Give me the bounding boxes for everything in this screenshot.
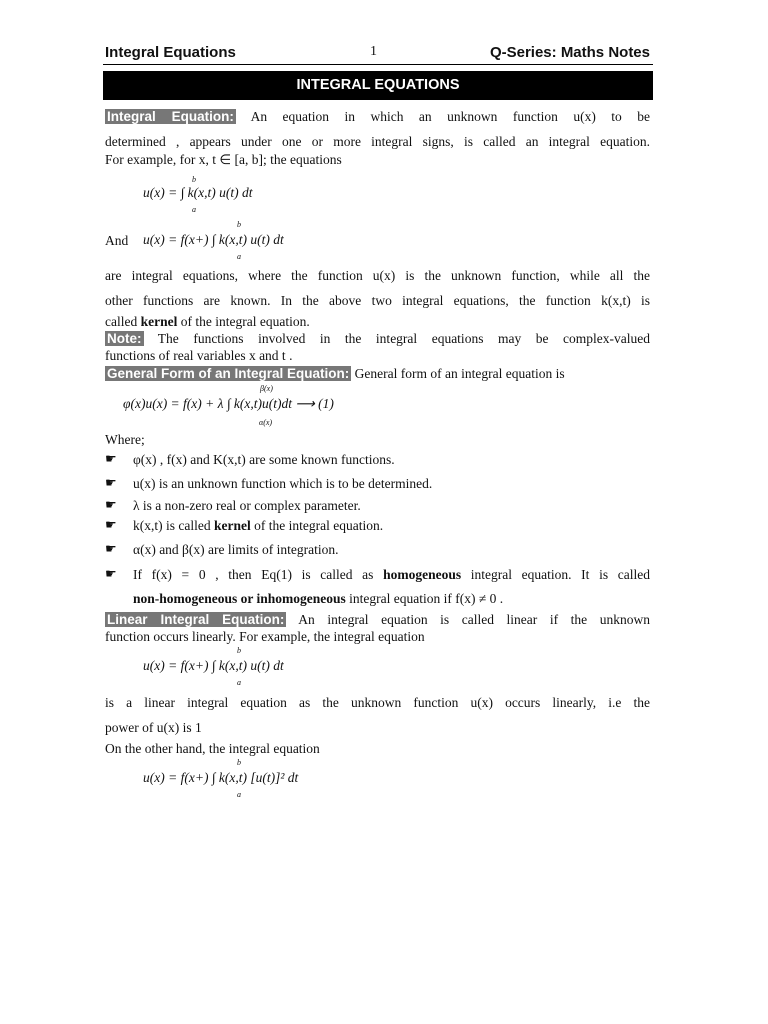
eq2-prefix: And <box>105 233 129 248</box>
linear-after-3: On the other hand, the integral equation <box>105 741 320 756</box>
page-header <box>105 44 650 64</box>
definition-line-2: determined , appears under one or more integral signs, is called an integral equation. <box>105 134 650 149</box>
header-left-title: Integral Equations <box>105 44 236 61</box>
eq1-upper-limit: b <box>192 175 196 184</box>
pointing-hand-icon: ☛ <box>105 451 117 466</box>
header-rule <box>103 64 653 65</box>
linear-eq-lower-limit: a <box>237 678 241 687</box>
linear-line-1 <box>105 611 650 628</box>
general-form-equation-text: φ(x)u(x) = f(x) + λ ∫ k(x,t)u(t)dt ⟶ (1) <box>123 396 334 411</box>
nonlinear-eq-lower-limit: a <box>237 790 241 799</box>
bullet-6-line2-post: integral equation if f(x) ≠ 0 . <box>349 591 504 606</box>
definition-line-1 <box>105 108 650 125</box>
non-homogeneous-term: non-homogeneous or inhomogeneous <box>133 591 346 606</box>
equation-1-text: u(x) = ∫ k(x,t) u(t) dt <box>143 185 253 200</box>
pointing-hand-icon: ☛ <box>105 497 117 512</box>
where-label: Where; <box>105 432 145 447</box>
homogeneous-term: homogeneous <box>383 567 462 582</box>
definition-tag: Integral Equation: <box>107 109 234 124</box>
gf-lower-limit: α(x) <box>259 418 273 427</box>
linear-eq-upper-limit: b <box>237 646 241 655</box>
bullet-6-line-2 <box>133 590 503 607</box>
bullet-1: φ(x) , f(x) and K(x,t) are some known functions. <box>133 452 395 467</box>
equation-2 <box>143 220 284 261</box>
linear-equation-text: u(x) = f(x+) ∫ k(x,t) u(t) dt <box>143 658 284 673</box>
linear-after-2: power of u(x) is 1 <box>105 720 202 735</box>
equation-2-text: u(x) = f(x+) ∫ k(x,t) u(t) dt <box>143 232 284 247</box>
eq2-upper-limit: b <box>237 220 241 229</box>
bullet-4-pre: k(x,t) is called <box>133 518 211 533</box>
bullet-3: λ is a non-zero real or complex parameter. <box>133 498 361 513</box>
bullet-6-post: integral equation. It is called <box>470 567 650 582</box>
eq2-lower-limit: a <box>237 252 241 261</box>
pointing-hand-icon: ☛ <box>105 566 117 581</box>
bullet-4 <box>133 517 383 534</box>
bullet-6-line-1 <box>133 566 650 583</box>
p1-line3-post: of the integral equation. <box>180 314 310 329</box>
bullet-4-bold: kernel <box>213 518 251 533</box>
general-form-line <box>105 365 650 382</box>
general-form-tag: General Form of an Integral Equation: <box>107 366 350 381</box>
eq1-lower-limit: a <box>192 205 196 214</box>
pointing-hand-icon: ☛ <box>105 541 117 556</box>
note-text-1: The functions involved in the integral equations may be complex-valued <box>157 331 650 346</box>
paragraph-1-line-3 <box>105 313 650 330</box>
note-line-1 <box>105 330 650 347</box>
equation-1 <box>143 175 253 214</box>
paragraph-1-line-1: are integral equations, where the function u(x) is the unknown function, while all the <box>105 268 650 283</box>
kernel-term: kernel <box>140 314 178 329</box>
gf-upper-limit: β(x) <box>260 384 273 393</box>
nonlinear-eq-upper-limit: b <box>237 758 241 767</box>
definition-text-1: An equation in which an unknown function u(x) to be <box>250 109 650 124</box>
linear-text-1: An integral equation is called linear if the unknown <box>298 612 650 627</box>
linear-after-1: is a linear integral equation as the unknown function u(x) occurs linearly, i.e the <box>105 695 650 710</box>
bullet-4-post: of the integral equation. <box>254 518 384 533</box>
bullet-5: α(x) and β(x) are limits of integration. <box>133 542 339 557</box>
linear-tag: Linear Integral Equation: <box>107 612 285 627</box>
header-right-title: Q-Series: Maths Notes <box>489 44 650 61</box>
definition-line-3: For example, for x, t ∈ [a, b]; the equations <box>105 152 342 167</box>
linear-equation <box>143 646 284 687</box>
nonlinear-equation <box>143 758 299 799</box>
pointing-hand-icon: ☛ <box>105 517 117 532</box>
page-number: 1 <box>370 44 377 59</box>
bullet-2: u(x) is an unknown function which is to be determined. <box>133 476 433 491</box>
note-line-2: functions of real variables x and t . <box>105 348 293 363</box>
pointing-hand-icon: ☛ <box>105 475 117 490</box>
p1-line3-pre: called <box>105 314 138 329</box>
note-tag: Note: <box>107 331 142 346</box>
linear-line-2: function occurs linearly. For example, the integral equation <box>105 629 425 644</box>
general-form-text: General form of an integral equation is <box>354 366 565 381</box>
chapter-banner: INTEGRAL EQUATIONS <box>103 71 653 100</box>
general-form-equation <box>123 384 334 427</box>
bullet-6-pre: If f(x) = 0 , then Eq(1) is called as <box>133 567 374 582</box>
nonlinear-equation-text: u(x) = f(x+) ∫ k(x,t) [u(t)]² dt <box>143 770 299 785</box>
paragraph-1-line-2: other functions are known. In the above two integral equations, the function k(x,t) is <box>105 293 650 308</box>
